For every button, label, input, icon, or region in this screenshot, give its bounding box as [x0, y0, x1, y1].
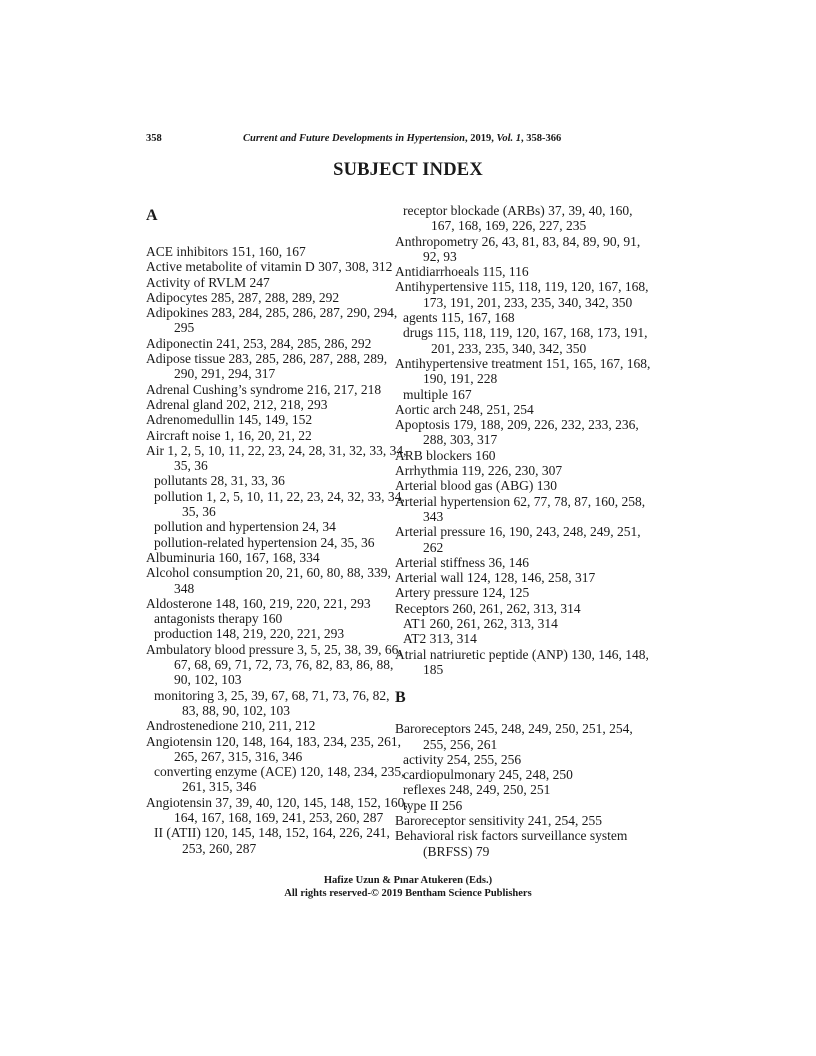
running-header — [146, 133, 666, 149]
index-section-letter: A — [146, 207, 158, 224]
index-subentry: pollutants 28, 31, 33, 36 — [154, 473, 285, 489]
page-title: SUBJECT INDEX — [333, 160, 483, 180]
index-subentry: pollution-related hypertension 24, 35, 36 — [154, 534, 375, 550]
index-subentry: monitoring 3, 25, 39, 67, 68, 71, 73, 76, 82, 83, 88, 90, 102, 103 — [154, 687, 390, 718]
index-entry: Ambulatory blood pressure 3, 5, 25, 38, 39, 66, 67, 68, 69, 71, 72, 73, 76, 82, 83, 86, 88, 90, 102, 103 — [146, 641, 402, 688]
index-entry: Adrenal Cushing’s syndrome 216, 217, 218 — [146, 381, 382, 397]
index-entry: Angiotensin 120, 148, 164, 183, 234, 235, 261, 265, 267, 315, 316, 346 — [146, 733, 401, 764]
index-subentry: pollution 1, 2, 5, 10, 11, 22, 23, 24, 32, 33, 34, 35, 36 — [154, 488, 405, 520]
index-subentry: type II 256 — [403, 797, 463, 813]
index-entry: Aortic arch 248, 251, 254 — [395, 401, 534, 417]
index-subentry: drugs 115, 118, 119, 120, 167, 168, 173, 191, 201, 233, 235, 340, 342, 350 — [403, 325, 648, 356]
journal-pages: , 358-366 — [521, 133, 562, 144]
index-entry: ACE inhibitors 151, 160, 167 — [146, 244, 306, 259]
index-entry: Adipokines 283, 284, 285, 286, 287, 290, 294, 295 — [146, 305, 398, 336]
index-entry: Androstenedione 210, 211, 212 — [146, 718, 316, 734]
index-entry: Adrenal gland 202, 212, 218, 293 — [146, 396, 328, 412]
footer-copyright: All rights reserved-© 2019 Bentham Science Publishers — [284, 888, 532, 899]
index-entry: Behavioral risk factors surveillance system (BRFSS) 79 — [395, 828, 628, 859]
index-subentry: receptor blockade (ARBs) 37, 39, 40, 160, 167, 168, 169, 226, 227, 235 — [403, 203, 633, 234]
index-entry: Artery pressure 124, 125 — [395, 585, 530, 601]
index-subentry: cardiopulmonary 245, 248, 250 — [403, 767, 573, 783]
index-entry: Antihypertensive treatment 151, 165, 167, 168, 190, 191, 228 — [395, 355, 651, 387]
journal-citation — [243, 133, 561, 144]
index-subentry: converting enzyme (ACE) 120, 148, 234, 235, 261, 315, 346 — [154, 764, 405, 795]
index-entry: Albuminuria 160, 167, 168, 334 — [146, 549, 320, 565]
index-entry: Antihypertensive 115, 118, 119, 120, 167, 168, 173, 191, 201, 233, 235, 340, 342, 350 — [395, 279, 649, 310]
index-entry: Active metabolite of vitamin D 307, 308, 312 — [146, 259, 393, 275]
index-entry: Receptors 260, 261, 262, 313, 314 — [395, 600, 581, 616]
index-subentry: pollution and hypertension 24, 34 — [154, 519, 336, 535]
journal-year: , 2019, — [465, 133, 497, 144]
index-subentry: multiple 167 — [403, 386, 472, 402]
index-section-letter: B — [395, 689, 406, 707]
index-entry: Anthropometry 26, 43, 81, 83, 84, 89, 90, 91, 92, 93 — [395, 233, 641, 264]
index-entry: Air 1, 2, 5, 10, 11, 22, 23, 24, 28, 31, 32, 33, 34, 35, 36 — [146, 442, 407, 474]
index-column-left — [146, 203, 408, 856]
footer-editors: Hafize Uzun & Pınar Atukeren (Eds.) — [323, 875, 493, 886]
index-subentry: reflexes 248, 249, 250, 251 — [403, 782, 551, 798]
index-entry: Adipocytes 285, 287, 288, 289, 292 — [146, 289, 340, 305]
index-subentry: activity 254, 255, 256 — [403, 751, 522, 767]
index-entry: Arterial stiffness 36, 146 — [395, 554, 529, 570]
index-subentry: AT1 260, 261, 262, 313, 314 — [403, 616, 558, 632]
index-entry: Baroreceptor sensitivity 241, 254, 255 — [395, 812, 602, 828]
index-subentry: AT2 313, 314 — [403, 631, 477, 647]
page-number: 358 — [146, 133, 162, 144]
index-entry: Aircraft noise 1, 16, 20, 21, 22 — [146, 427, 312, 443]
index-entry: Baroreceptors 245, 248, 249, 250, 251, 254, 255, 256, 261 — [395, 721, 633, 752]
index-entry: Adrenomedullin 145, 149, 152 — [146, 412, 313, 428]
page-footer — [0, 874, 816, 900]
index-entry: Atrial natriuretic peptide (ANP) 130, 146, 148, 185 — [395, 646, 649, 677]
journal-volume: Vol. 1 — [496, 133, 522, 144]
index-entry: Adiponectin 241, 253, 284, 285, 286, 292 — [146, 335, 372, 351]
index-entry: Arterial wall 124, 128, 146, 258, 317 — [395, 570, 596, 586]
index-entry: Alcohol consumption 20, 21, 60, 80, 88, 339, 348 — [146, 565, 391, 596]
index-subentry: II (ATII) 120, 145, 148, 152, 164, 226, 241, 253, 260, 287 — [154, 825, 390, 856]
index-entry: Adipose tissue 283, 285, 286, 287, 288, 289, 290, 291, 294, 317 — [146, 351, 388, 382]
index-entry: Arterial blood gas (ABG) 130 — [395, 478, 557, 494]
index-subentry: production 148, 219, 220, 221, 293 — [154, 626, 345, 642]
index-entry: Activity of RVLM 247 — [146, 274, 270, 290]
index-entry: Arterial hypertension 62, 77, 78, 87, 160, 258, 343 — [395, 493, 646, 524]
index-subentry: agents 115, 167, 168 — [403, 310, 515, 326]
index-entry: Aldosterone 148, 160, 219, 220, 221, 293 — [146, 595, 371, 611]
index-subentry: antagonists therapy 160 — [154, 611, 283, 627]
index-entry: ARB blockers 160 — [395, 447, 496, 463]
index-entry: Antidiarrhoeals 115, 116 — [395, 264, 529, 280]
index-entry: Arrhythmia 119, 226, 230, 307 — [395, 463, 563, 479]
index-entry: Angiotensin 37, 39, 40, 120, 145, 148, 152, 160, 164, 167, 168, 169, 241, 253, 260, 287 — [146, 794, 408, 825]
index-column-right — [395, 203, 657, 859]
index-entry: Arterial pressure 16, 190, 243, 248, 249, 251, 262 — [395, 524, 641, 555]
index-entry: Apoptosis 179, 188, 209, 226, 232, 233, 236, 288, 303, 317 — [395, 417, 639, 448]
journal-title: Current and Future Developments in Hypertension — [243, 133, 465, 144]
